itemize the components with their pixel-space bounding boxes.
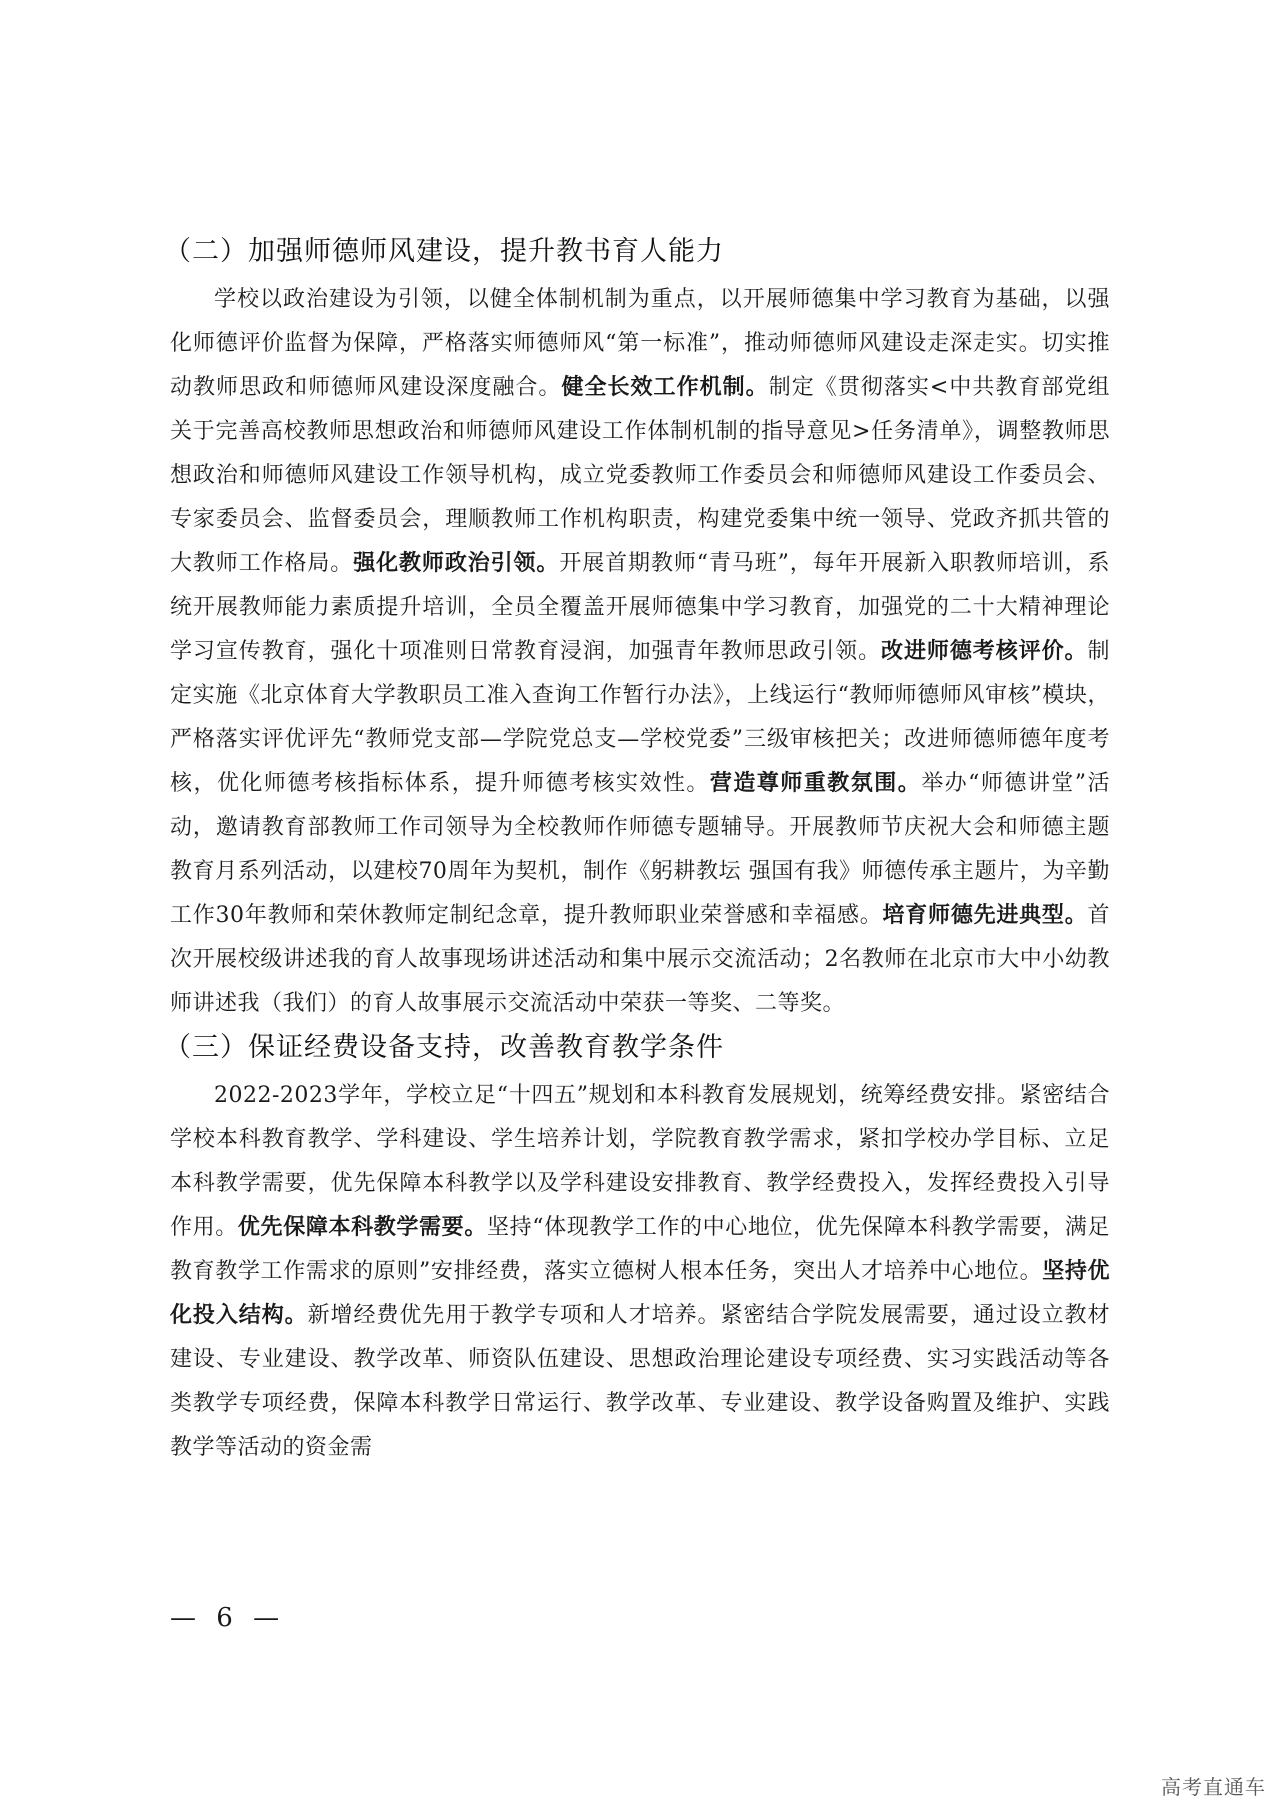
text-run: 坚持“体现教学工作的中心地位，优先保障本科教学需要，满足教育教学工作需求的原则”安排经费，落实立德树人根本任务，突出人才培养中心地位。 <box>170 1215 1110 1284</box>
bold-run: 培育师德先进典型。 <box>882 903 1088 928</box>
page-number: — 6 — <box>170 1603 286 1633</box>
bold-run: 强化教师政治引领。 <box>353 551 560 576</box>
bold-run: 营造尊师重教氛围。 <box>709 771 922 796</box>
bold-run: 优先保障本科教学需要。 <box>237 1215 487 1240</box>
bold-run: 坚持优化投入结构。 <box>170 1259 1110 1328</box>
section-2-paragraph <box>170 278 1110 1026</box>
text-run: 新增经费优先用于教学专项和人才培养。紧密结合学院发展需要，通过设立教材建设、专业建设、教学改革、师资队伍建设、思想政治理论建设专项经费、实习实践活动等各类教学专项经费，保障本科教学日常运行、教学改革、专业建设、教学设备购置及维护、实践教学等活动的资金需 <box>170 1303 1110 1460</box>
text-run: 举办“师德讲堂”活动，邀请教育部教师工作司领导为全校教师作师德专题辅导。开展教师节庆祝大会和师德主题教育月系列活动，以建校70周年为契机，制作《躬耕教坛 强国有我》师德传承主题片，为辛勤工作30年教师和荣休教师定制纪念章，提升教师职业荣誉感和幸福感。 <box>170 771 1110 928</box>
section-3-paragraph <box>170 1074 1110 1470</box>
bold-run: 改进师德考核评价。 <box>881 639 1088 664</box>
text-run: 首次开展校级讲述我的育人故事现场讲述活动和集中展示交流活动；2名教师在北京市大中小幼教师讲述我（我们）的育人故事展示交流活动中荣获一等奖、二等奖。 <box>170 903 1110 1016</box>
bold-run: 健全长效工作机制。 <box>561 375 769 400</box>
section-heading-3: （三）保证经费设备支持，改善教育教学条件 <box>164 1032 724 1063</box>
section-heading-2: （二）加强师德师风建设，提升教书育人能力 <box>164 236 724 267</box>
watermark: 高考直通车 <box>1161 1775 1266 1799</box>
text-run: 学校以政治建设为引领，以健全体制机制为重点，以开展师德集中学习教育为基础，以强化师德评价监督为保障，严格落实师德师风“第一标准”，推动师德师风建设走深走实。切实推动教师思政和师德师风建设深度融合。 <box>170 287 1110 400</box>
text-run: 开展首期教师“青马班”，每年开展新入职教师培训，系统开展教师能力素质提升培训，全员全覆盖开展师德集中学习教育，加强党的二十大精神理论学习宣传教育，强化十项准则日常教育浸润，加强青年教师思政引领。 <box>170 551 1110 664</box>
page-content <box>164 232 1110 1470</box>
text-run: 制定《贯彻落实<中共教育部党组关于完善高校教师思想政治和师德师风建设工作体制机制的指导意见>任务清单》，调整教师思想政治和师德师风建设工作领导机构，成立党委教师工作委员会和师德师风建设工作委员会、专家委员会、监督委员会，理顺教师工作机构职责，构建党委集中统一领导、党政齐抓共管的大教师工作格局。 <box>170 375 1110 576</box>
text-run: 2022-2023学年，学校立足“十四五”规划和本科教育发展规划，统筹经费安排。紧密结合学校本科教育教学、学科建设、学生培养计划，学院教育教学需求，紧扣学校办学目标、立足本科教学需要，优先保障本科教学以及学科建设安排教育、教学经费投入，发挥经费投入引导作用。 <box>170 1083 1110 1240</box>
text-run: 制定实施《北京体育大学教职员工准入查询工作暂行办法》，上线运行“教师师德师风审核”模块，严格落实评优评先“教师党支部—学院党总支—学校党委”三级审核把关；改进师德师德年度考核，优化师德考核指标体系，提升师德考核实效性。 <box>170 639 1110 796</box>
